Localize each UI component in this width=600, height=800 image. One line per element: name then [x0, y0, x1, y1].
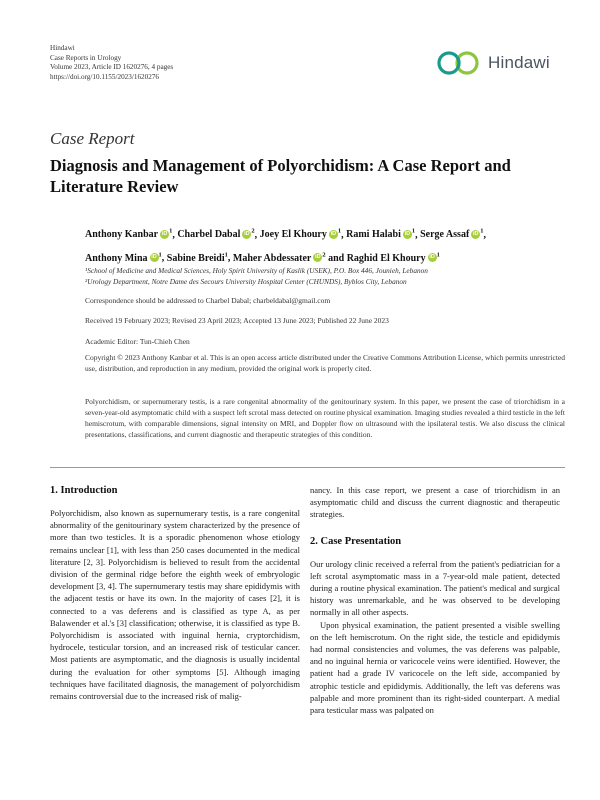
- right-column: [310, 484, 560, 716]
- author-name[interactable]: [85, 253, 162, 264]
- orcid-icon[interactable]: iD: [315, 253, 321, 260]
- doi-link[interactable]: https://doi.org/10.1155/2023/1620276: [50, 72, 160, 81]
- orcid-icon[interactable]: iD: [244, 230, 250, 237]
- affiliation-2: ²Urology Department, Notre Dame des Secours University Hospital Center (CHUNDS), Byblos City, Lebanon: [85, 277, 407, 286]
- affiliations: [85, 265, 565, 287]
- orcid-icon[interactable]: iD: [161, 230, 168, 237]
- intro-heading: 1. Introduction: [50, 485, 118, 496]
- affiliation-1: ¹School of Medicine and Medical Sciences, Holy Spirit University of Kaslik (USEK), P.O. Box 446, Jounieh, Lebanon: [85, 266, 428, 275]
- author-list: Anthony Kanbar iD $^1$, Charbel Dabal iD $^2$, Joey El Khoury iD $^1$, Rami Halabi iD $^1$, Serge Assaf iD $^1$, Anthony Mina iD $^1$, Sabine Breidi$^1$, Maher Abdessater iD $^2$ and Raghid El Khoury iD $^1$: [85, 228, 487, 264]
- author-name[interactable]: [233, 253, 326, 264]
- affiliation-marker: 1: [337, 228, 342, 235]
- affiliation-marker: 1: [436, 251, 440, 259]
- logo-text: Hindawi: [488, 53, 550, 72]
- volume-info: Volume 2023, Article ID 1620276, 4 pages: [50, 63, 174, 72]
- author-name-text: Sabine Breidi: [166, 252, 225, 264]
- author-name-text: Joey El Khoury: [259, 229, 327, 241]
- affiliation-marker: 1: [158, 251, 162, 259]
- section-divider: [50, 467, 565, 468]
- intro-paragraph: Polyorchidism, also known as supernumerary testis, is a rare congenital abnormality of the genitourinary system characterized by the presence of more than two testicles. It is a sporadic phenomenon whose etiology remains unclear [1], with less than 250 cases documented in the medical literature [2, 3]. Polyorchidism is believed to result from the accidental division of the germinal ridge before the eighth week of embryologic development [3, 4]. The supernumerary testis may share epididymis with the adjacent testis or have its own. In the majority of cases [2], it is connected to a vas deferens and is classified as type A, as per Balawender et al.'s [3] classification; otherwise, it is classified as type B. Polyorchidism is associated with inguinal hernia, cryptorchidism, hydrocele, testicular torsion, and an increased risk of testicular cancer. Most patients are asymptomatic, and the diagnosis is usually incidental during the evaluation for other symptoms [5]. Although imaging techniques have facilitated diagnosis, the management of polyorchidism remains controversial due to the increased risk of malig-: [50, 508, 300, 702]
- author-name-text: Anthony Kanbar: [85, 229, 159, 241]
- publisher-name: Hindawi: [50, 44, 75, 52]
- author-name[interactable]: [167, 253, 228, 264]
- author-name-text: Anthony Mina: [85, 252, 148, 264]
- article-type: Case Report: [50, 129, 135, 148]
- author-name[interactable]: [346, 229, 415, 240]
- case-paragraph-2: Upon physical examination, the patient presented a visible swelling on the left hemiscrotum. On the right side, the testicle and epididymis had normal consistencies and volumes, the vas deferens was palpable, and no inguinal hernia or varicocele veins were identified. However, the patient had a grade IV varicocele on the left side, accompanied by atrophic testicle and epididymis. Additionally, the left vas deferens was palpable and more prominent than its right-sided counterpart. A medial para testicular mass was palpated on: [310, 619, 560, 716]
- journal-meta: [50, 44, 173, 82]
- author-name[interactable]: [177, 229, 254, 240]
- left-column: [50, 484, 300, 702]
- article-title: Diagnosis and Management of Polyorchidism: A Case Report and Literature Review: [50, 156, 511, 196]
- intro-paragraph-continued: nancy. In this case report, we present a case of triorchidism in an asymptomatic child and discuss the current diagnostic and therapeutic strategies.: [310, 485, 560, 520]
- orcid-icon[interactable]: iD: [429, 253, 435, 260]
- author-name[interactable]: [420, 229, 483, 240]
- author-name[interactable]: [328, 253, 440, 264]
- author-name-text: Charbel Dabal: [177, 229, 241, 241]
- publication-dates: Received 19 February 2023; Revised 23 April 2023; Accepted 13 June 2023; Published 22 June 2023: [85, 316, 389, 325]
- affiliation-marker: 1: [169, 228, 173, 235]
- affiliation-marker: 1: [411, 228, 416, 235]
- affiliation-marker: 2: [251, 228, 255, 235]
- abstract: Polyorchidism, or supernumerary testis, is a rare congenital abnormality of the genitourinary system. In this paper, we present the case of triorchidism in a seven-year-old asymptomatic child with a suspect left scrotal mass detected on routine physical examination. Imaging studies revealed a third testicle in the left hemiscrotum, with comparable dimensions, signal intensity on MRI, and Doppler flow on ultrasound with the ipsilateral testis. We also discuss the clinical presentations, classifications, and current diagnostic and therapeutic strategies of this condition.: [85, 397, 565, 439]
- author-name[interactable]: [85, 229, 172, 240]
- orcid-icon[interactable]: iD: [473, 230, 479, 237]
- affiliation-marker: 1: [480, 228, 484, 235]
- author-name-text: Rami Halabi: [346, 229, 401, 241]
- academic-editor: Academic Editor: Tun-Chieh Chen: [85, 337, 190, 346]
- author-name[interactable]: [260, 229, 341, 240]
- author-name-text: Maher Abdessater: [232, 252, 312, 264]
- orcid-icon[interactable]: iD: [151, 253, 157, 260]
- hindawi-logo[interactable]: [435, 46, 555, 80]
- copyright-notice: Copyright © 2023 Anthony Kanbar et al. This is an open access article distributed under the Creative Commons Attribution License, which permits unrestricted use, distribution, and reproduction in any medium, provided the original work is properly cited.: [85, 353, 565, 373]
- case-paragraph-1: Our urology clinic received a referral from the patient's pediatrician for a left scrotal asymptomatic mass in a 7-year-old male patient, detected during a routine physical examination. The patient's medical and surgical history was unremarkable, and he was observed to be developing normally in all other aspects.: [310, 558, 560, 618]
- affiliation-marker: 1: [224, 251, 228, 259]
- journal-name: Case Reports in Urology: [50, 53, 122, 62]
- affiliation-marker: 2: [322, 251, 326, 259]
- author-name-text: Serge Assaf: [420, 229, 470, 241]
- correspondence: Correspondence should be addressed to Charbel Dabal; charbeldabal@gmail.com: [85, 296, 331, 305]
- author-name-text: and Raghid El Khoury: [328, 252, 426, 264]
- orcid-icon[interactable]: iD: [404, 230, 411, 237]
- hindawi-logo-icon: [435, 49, 483, 77]
- case-heading: 2. Case Presentation: [310, 535, 402, 547]
- orcid-icon[interactable]: iD: [330, 230, 337, 237]
